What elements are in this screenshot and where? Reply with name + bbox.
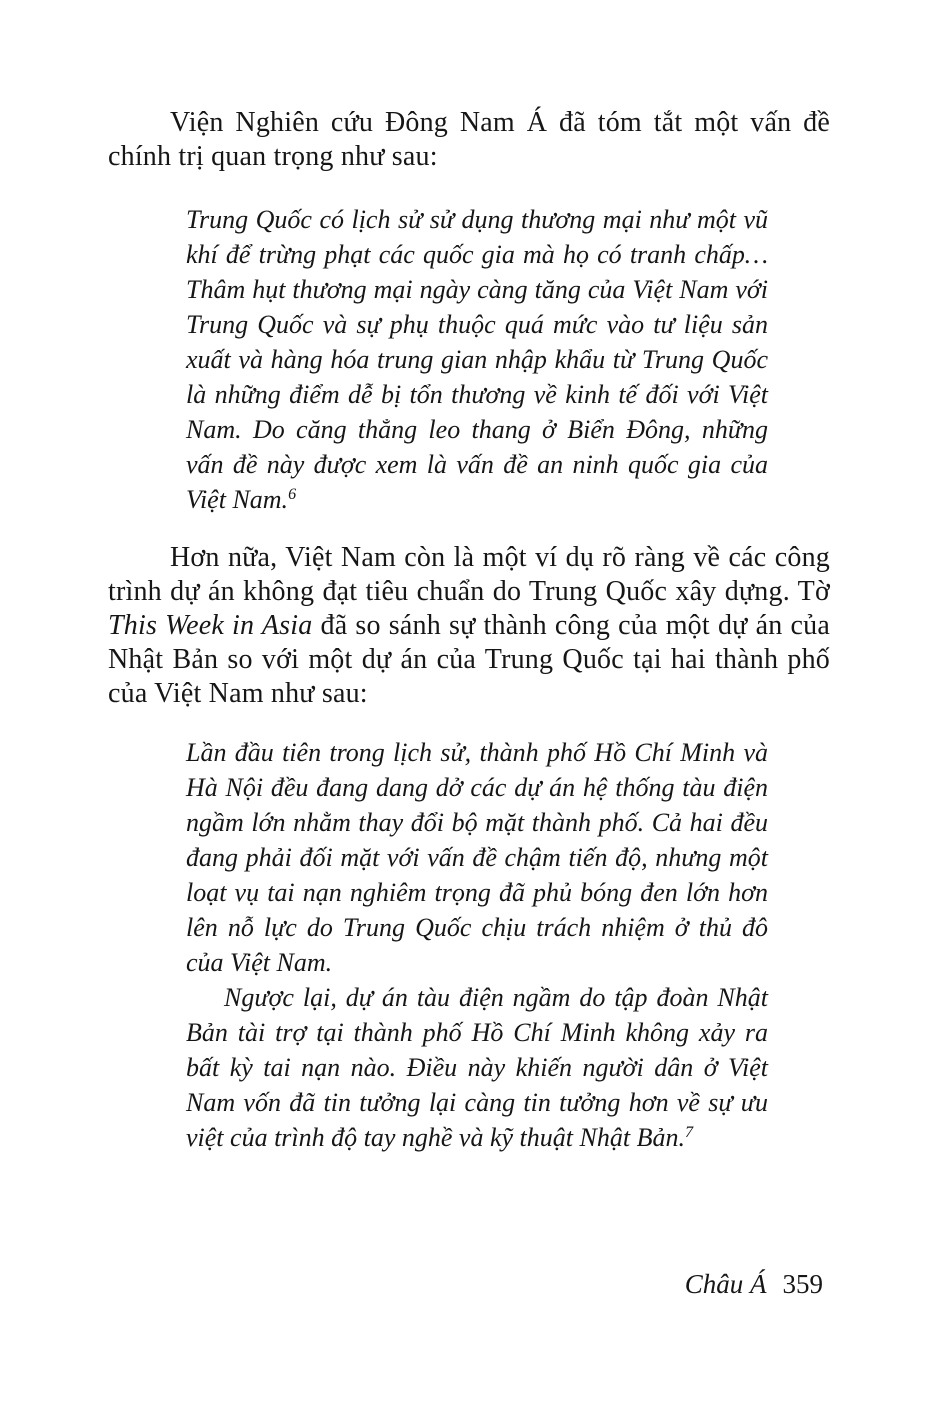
quote-metro-paragraph-1 [186,735,768,980]
paragraph-projects [108,541,830,711]
page-number: 359 [782,1269,823,1299]
blockquote-trade-weapon-text [186,202,768,517]
quote-metro-para2-text: Ngược lại, dự án tàu điện ngầm do tập đoàn Nhật Bản tài trợ tại thành phố Hồ Chí Minh không xảy ra bất kỳ tai nạn nào. Điều này khiến người dân ở Việt Nam vốn đã tin tưởng lại càng tin tưởng hơn về sự ưu việt của trình độ tay nghề và kỹ thuật Nhật Bản. [186,983,768,1152]
footnote-reference-6: 6 [288,486,297,504]
paragraph-intro [108,106,830,174]
paragraph-projects-part2: đã so sánh sự thành công của một dự án của Nhật Bản so với một dự án của Trung Quốc tại hai thành phố của Việt Nam như sau: [108,610,830,709]
paragraph-projects-part1: Hơn nữa, Việt Nam còn là một ví dụ rõ ràng về các công trình dự án không đạt tiêu chuẩn do Trung Quốc xây dựng. Tờ [108,542,830,607]
running-head: Châu Á [684,1269,767,1299]
page-footer [685,1268,823,1300]
publication-name: This Week in Asia [108,610,313,641]
paragraph-intro-text: Viện Nghiên cứu Đông Nam Á đã tóm tắt một vấn đề chính trị quan trọng như sau: [108,107,830,172]
blockquote-metro-comparison [186,735,768,1155]
blockquote-trade-weapon [186,202,768,517]
quote-trade-text: Trung Quốc có lịch sử sử dụng thương mại như một vũ khí để trừng phạt các quốc gia mà họ có tranh chấp… Thâm hụt thương mại ngày càng tăng của Việt Nam với Trung Quốc và sự phụ thuộc quá mức vào tư liệu sản xuất và hàng hóa trung gian nhập khẩu từ Trung Quốc là những điểm dễ bị tổn thương về kinh tế đối với Việt Nam. Do căng thẳng leo thang ở Biển Đông, những vấn đề này được xem là vấn đề an ninh quốc gia của Việt Nam. [186,205,768,514]
footnote-reference-7: 7 [684,1124,694,1142]
quote-metro-paragraph-2 [186,980,768,1155]
quote-metro-para1-text: Lần đầu tiên trong lịch sử, thành phố Hồ Chí Minh và Hà Nội đều đang dang dở các dự án hệ thống tàu điện ngầm lớn nhằm thay đổi bộ mặt thành phố. Cả hai đều đang phải đối mặt với vấn đề chậm tiến độ, nhưng một loạt vụ tai nạn nghiêm trọng đã phủ bóng đen lớn hơn lên nỗ lực do Trung Quốc chịu trách nhiệm ở thủ đô của Việt Nam. [186,738,768,977]
